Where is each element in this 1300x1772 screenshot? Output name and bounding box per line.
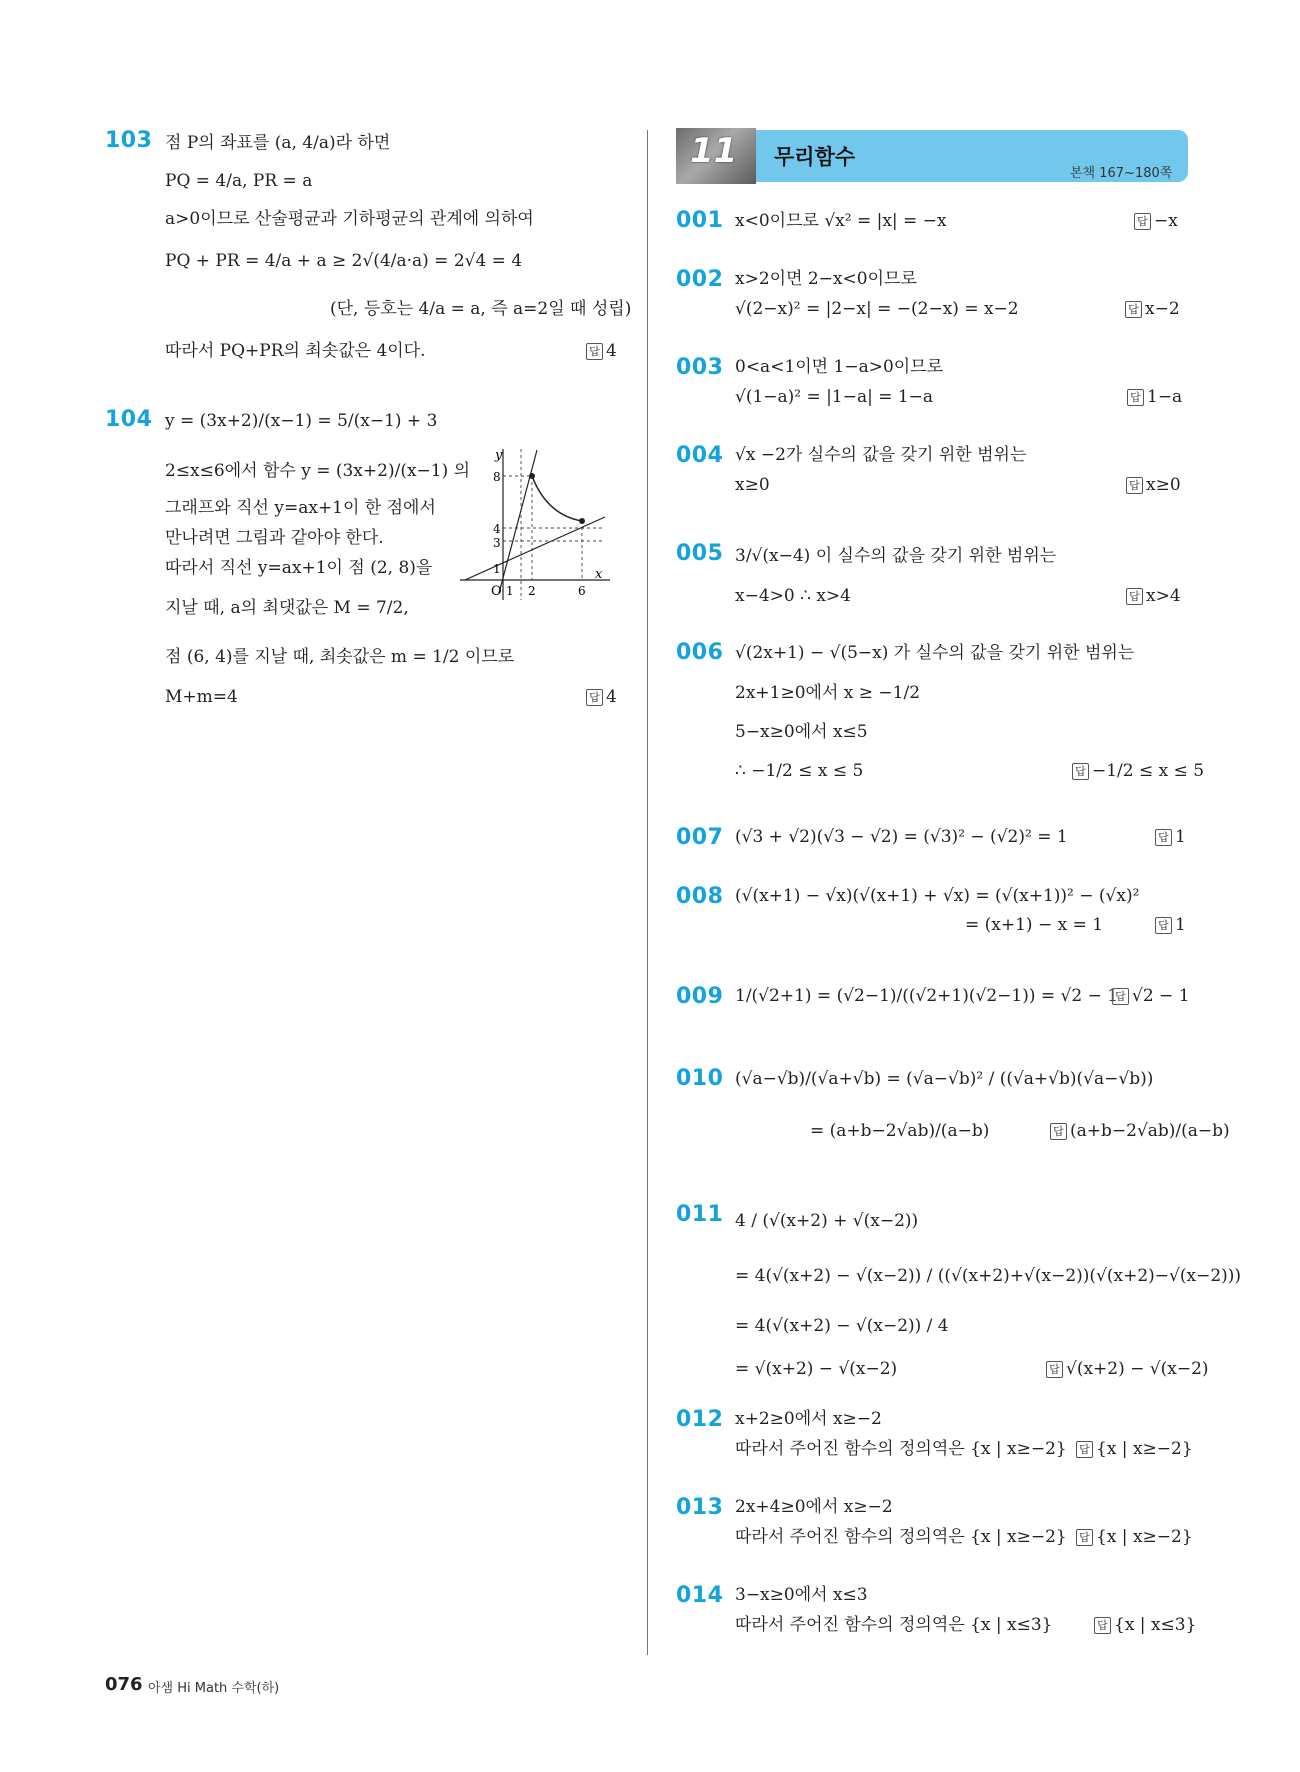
answer-value: {x | x≤3} <box>1114 1615 1197 1635</box>
solution-line: = (a+b−2√ab)/(a−b) <box>810 1121 990 1141</box>
book-title: 아샘 Hi Math 수학(하) <box>148 1681 280 1696</box>
solution-line: = √(x+2) − √(x−2) <box>735 1359 898 1379</box>
y-tick: 8 <box>493 470 501 484</box>
x-axis-label: x <box>595 567 603 582</box>
curve <box>532 476 582 521</box>
problem-number: 013 <box>676 1495 724 1520</box>
x-tick: 2 <box>528 584 536 598</box>
x-tick: 1 <box>506 584 514 598</box>
answer-value: √2 − 1 <box>1132 986 1190 1006</box>
solution-line: 점 (6, 4)를 지날 때, 최솟값은 m = 1/2 이므로 <box>165 647 515 667</box>
solution-line: (단, 등호는 4/a = a, 즉 a=2일 때 성립) <box>330 299 632 319</box>
solution-line: ∴ −1/2 ≤ x ≤ 5 <box>735 761 864 781</box>
solution-line: PQ = 4/a, PR = a <box>165 171 313 191</box>
answer-badge-icon: 답 <box>1155 917 1172 934</box>
solution-line: y = (3x+2)/(x−1) = 5/(x−1) + 3 <box>165 411 438 431</box>
solution-line: √(1−a)² = |1−a| = 1−a <box>735 387 934 407</box>
solution-line: 2x+1≥0에서 x ≥ −1/2 <box>735 683 921 703</box>
answer <box>1127 386 1182 408</box>
answer <box>1076 1526 1193 1548</box>
problem-number: 002 <box>676 267 724 292</box>
solution-line: 5−x≥0에서 x≤5 <box>735 722 868 742</box>
solution-line: 지날 때, a의 최댓값은 M = 7/2, <box>165 598 409 618</box>
solution-line: PQ + PR = 4/a + a ≥ 2√(4/a·a) = 2√4 = 4 <box>165 251 523 271</box>
origin-label: O <box>491 584 502 599</box>
solution-line: x<0이므로 √x² = |x| = −x <box>735 211 947 231</box>
line-min <box>465 517 605 580</box>
answer <box>586 686 617 708</box>
answer <box>1112 985 1190 1007</box>
function-graph <box>455 445 615 605</box>
answer <box>1155 914 1186 936</box>
answer-badge-icon: 답 <box>1076 1441 1093 1458</box>
y-axis-label: y <box>495 448 503 463</box>
answer-badge-icon: 답 <box>1126 477 1143 494</box>
solution-line: 3/√(x−4) 이 실수의 값을 갖기 위한 범위는 <box>735 546 1057 566</box>
answer-value: {x | x≥−2} <box>1096 1527 1193 1547</box>
answer-value: 4 <box>606 687 617 707</box>
unit-title: 무리함수 <box>774 145 856 169</box>
answer <box>1076 1438 1193 1460</box>
point-6-4 <box>579 518 585 524</box>
problem-number: 012 <box>676 1407 724 1432</box>
problem-number: 010 <box>676 1066 724 1091</box>
answer-value: −x <box>1154 211 1178 231</box>
problem-number: 001 <box>676 208 724 233</box>
solution-line: (√a−√b)/(√a+√b) = (√a−√b)² / ((√a+√b)(√a−√b)) <box>735 1069 1154 1089</box>
solution-line: 따라서 PQ+PR의 최솟값은 4이다. <box>165 341 426 361</box>
problem-number: 009 <box>676 984 724 1009</box>
answer-value: 4 <box>606 341 617 361</box>
solution-line: 따라서 주어진 함수의 정의역은 {x | x≥−2} <box>735 1527 1067 1547</box>
solution-line: √x −2가 실수의 값을 갖기 위한 범위는 <box>735 445 1027 465</box>
solution-line: x−4>0 ∴ x>4 <box>735 586 851 606</box>
problem-number: 007 <box>676 825 724 850</box>
answer-badge-icon: 답 <box>1155 829 1172 846</box>
problem-number: 104 <box>105 407 153 432</box>
answer-badge-icon: 답 <box>1094 1617 1111 1634</box>
problem-number: 014 <box>676 1583 724 1608</box>
solution-line: M+m=4 <box>165 687 238 707</box>
solution-line: (√(x+1) − √x)(√(x+1) + √x) = (√(x+1))² − (√x)² <box>735 886 1140 906</box>
answer-badge-icon: 답 <box>1050 1123 1067 1140</box>
solution-line: x>2이면 2−x<0이므로 <box>735 269 917 289</box>
answer-value: −1/2 ≤ x ≤ 5 <box>1092 761 1205 781</box>
solution-line: 3−x≥0에서 x≤3 <box>735 1585 868 1605</box>
solution-line: 그래프와 직선 y=ax+1이 한 점에서 <box>165 498 436 518</box>
solution-line: 2≤x≤6에서 함수 y = (3x+2)/(x−1) 의 <box>165 461 471 481</box>
solution-line: 만나려면 그림과 같아야 한다. <box>165 528 384 548</box>
answer-value: (a+b−2√ab)/(a−b) <box>1070 1121 1230 1141</box>
problem-number: 008 <box>676 884 724 909</box>
y-tick: 3 <box>493 536 501 550</box>
answer-value: x≥0 <box>1146 475 1181 495</box>
problem-number: 011 <box>676 1202 724 1227</box>
answer-badge-icon: 답 <box>1126 588 1143 605</box>
solution-line: (√3 + √2)(√3 − √2) = (√3)² − (√2)² = 1 <box>735 827 1068 847</box>
answer <box>1155 826 1186 848</box>
line-max <box>499 450 537 593</box>
answer-value: √(x+2) − √(x−2) <box>1066 1359 1209 1379</box>
problem-number: 003 <box>676 355 724 380</box>
answer-badge-icon: 답 <box>1112 988 1129 1005</box>
solution-line: = 4(√(x+2) − √(x−2)) / ((√(x+2)+√(x−2))(√(x+2)−√(x−2))) <box>735 1266 1242 1286</box>
problem-number: 103 <box>105 128 153 153</box>
point-2-8 <box>529 473 535 479</box>
solution-line: x≥0 <box>735 475 770 495</box>
solution-line: 점 P의 좌표를 (a, 4/a)라 하면 <box>165 133 391 153</box>
solution-line: 0<a<1이면 1−a>0이므로 <box>735 357 944 377</box>
answer-value: x−2 <box>1145 299 1180 319</box>
answer-badge-icon: 답 <box>1127 389 1144 406</box>
answer <box>1046 1358 1209 1380</box>
solution-line: a>0이므로 산술평균과 기하평균의 관계에 의하여 <box>165 209 534 229</box>
solution-line: 4 / (√(x+2) + √(x−2)) <box>735 1211 919 1231</box>
solution-line: √(2−x)² = |2−x| = −(2−x) = x−2 <box>735 299 1019 319</box>
solution-line: = 4(√(x+2) − √(x−2)) / 4 <box>735 1316 949 1336</box>
answer-badge-icon: 답 <box>1046 1361 1063 1378</box>
page-number: 076 <box>105 1674 143 1695</box>
answer-value: 1−a <box>1147 387 1183 407</box>
solution-line: 따라서 주어진 함수의 정의역은 {x | x≥−2} <box>735 1439 1067 1459</box>
answer-value: {x | x≥−2} <box>1096 1439 1193 1459</box>
answer <box>1126 585 1181 607</box>
solution-line: 1/(√2+1) = (√2−1)/((√2+1)(√2−1)) = √2 − 1 <box>735 986 1119 1006</box>
answer <box>1125 298 1180 320</box>
textbook-reference: 본책 167~180쪽 <box>1070 166 1173 181</box>
answer <box>1134 210 1178 232</box>
unit-number: 11 <box>690 131 738 171</box>
answer-badge-icon: 답 <box>1072 763 1089 780</box>
answer-badge-icon: 답 <box>1076 1529 1093 1546</box>
problem-number: 005 <box>676 541 724 566</box>
solution-line: 2x+4≥0에서 x≥−2 <box>735 1497 893 1517</box>
x-tick: 6 <box>578 584 586 598</box>
solution-line: x+2≥0에서 x≥−2 <box>735 1409 882 1429</box>
answer <box>586 340 617 362</box>
problem-number: 006 <box>676 640 724 665</box>
problem-number: 004 <box>676 443 724 468</box>
solution-line: 따라서 주어진 함수의 정의역은 {x | x≤3} <box>735 1615 1053 1635</box>
answer <box>1072 760 1204 782</box>
solution-line: 따라서 직선 y=ax+1이 점 (2, 8)을 <box>165 558 433 578</box>
answer-value: 1 <box>1175 827 1186 847</box>
solution-line: √(2x+1) − √(5−x) 가 실수의 값을 갖기 위한 범위는 <box>735 643 1135 663</box>
answer <box>1050 1120 1230 1142</box>
answer-value: x>4 <box>1146 586 1181 606</box>
answer-badge-icon: 답 <box>586 689 603 706</box>
y-tick: 1 <box>493 562 501 576</box>
answer <box>1094 1614 1196 1636</box>
answer-value: 1 <box>1175 915 1186 935</box>
answer-badge-icon: 답 <box>586 343 603 360</box>
answer-badge-icon: 답 <box>1125 301 1142 318</box>
y-tick: 4 <box>493 522 501 536</box>
answer <box>1126 474 1181 496</box>
column-divider <box>647 130 648 1655</box>
solution-line: = (x+1) − x = 1 <box>965 915 1104 935</box>
answer-badge-icon: 답 <box>1134 213 1151 230</box>
